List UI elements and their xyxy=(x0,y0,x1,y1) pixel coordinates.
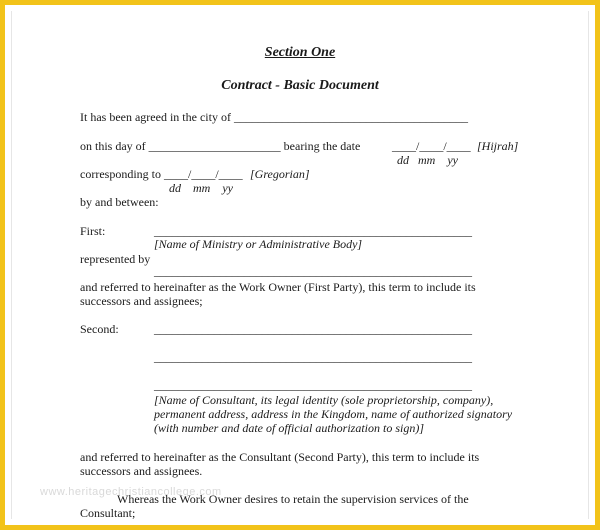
watermark: www.heritagechristiancollege.com xyxy=(40,486,222,498)
whereas-clause-1: Whereas the Work Owner desires to retain the supervision services of the xyxy=(117,492,469,506)
agreed-city-line: It has been agreed in the city of _______________________________________ xyxy=(80,110,468,124)
gregorian-label: [Gregorian] xyxy=(250,167,310,181)
hijrah-date-format: dd mm yy xyxy=(397,153,458,167)
gregorian-date-blank: ____/____/____ xyxy=(164,167,243,181)
gregorian-date-format: dd mm yy xyxy=(169,181,233,195)
work-owner-clause-1: and referred to hereinafter as the Work Owner (First Party), this term to include its xyxy=(80,280,476,294)
corresponding-to-label: corresponding to xyxy=(80,167,161,181)
represented-by-label: represented by xyxy=(80,252,151,266)
represented-by-blank: _____________________________________________________ xyxy=(154,264,472,278)
first-party-blank: _____________________________________________________ xyxy=(154,224,472,238)
consultant-hint-3: (with number and date of official authorization to sign)] xyxy=(154,421,424,435)
consultant-hint-2: permanent address, address in the Kingdom, name of authorized signatory xyxy=(154,407,513,421)
consultant-hint-1: [Name of Consultant, its legal identity (sole proprietorship, company), xyxy=(154,393,494,407)
first-party-label: First: xyxy=(80,224,106,238)
consultant-clause-2: successors and assignees. xyxy=(80,464,203,478)
work-owner-clause-2: successors and assignees; xyxy=(80,294,203,308)
second-party-blank-2: _____________________________________________________ xyxy=(154,350,472,364)
second-party-blank-1: _____________________________________________________ xyxy=(154,322,472,336)
on-this-day-line: on this day of ______________________ bearing the date xyxy=(80,139,361,153)
document-subtitle: Contract - Basic Document xyxy=(221,78,379,93)
whereas-clause-2: Consultant; xyxy=(80,506,136,520)
by-and-between: by and between: xyxy=(80,195,159,209)
section-title: Section One xyxy=(264,45,336,60)
consultant-clause-1: and referred to hereinafter as the Consultant (Second Party), this term to include its xyxy=(80,450,480,464)
first-party-hint: [Name of Ministry or Administrative Body] xyxy=(154,237,363,251)
hijrah-label: [Hijrah] xyxy=(477,139,519,153)
second-party-label: Second: xyxy=(80,322,119,336)
hijrah-date-blank: ____/____/____ xyxy=(392,139,471,153)
second-party-blank-3: _____________________________________________________ xyxy=(154,378,472,392)
